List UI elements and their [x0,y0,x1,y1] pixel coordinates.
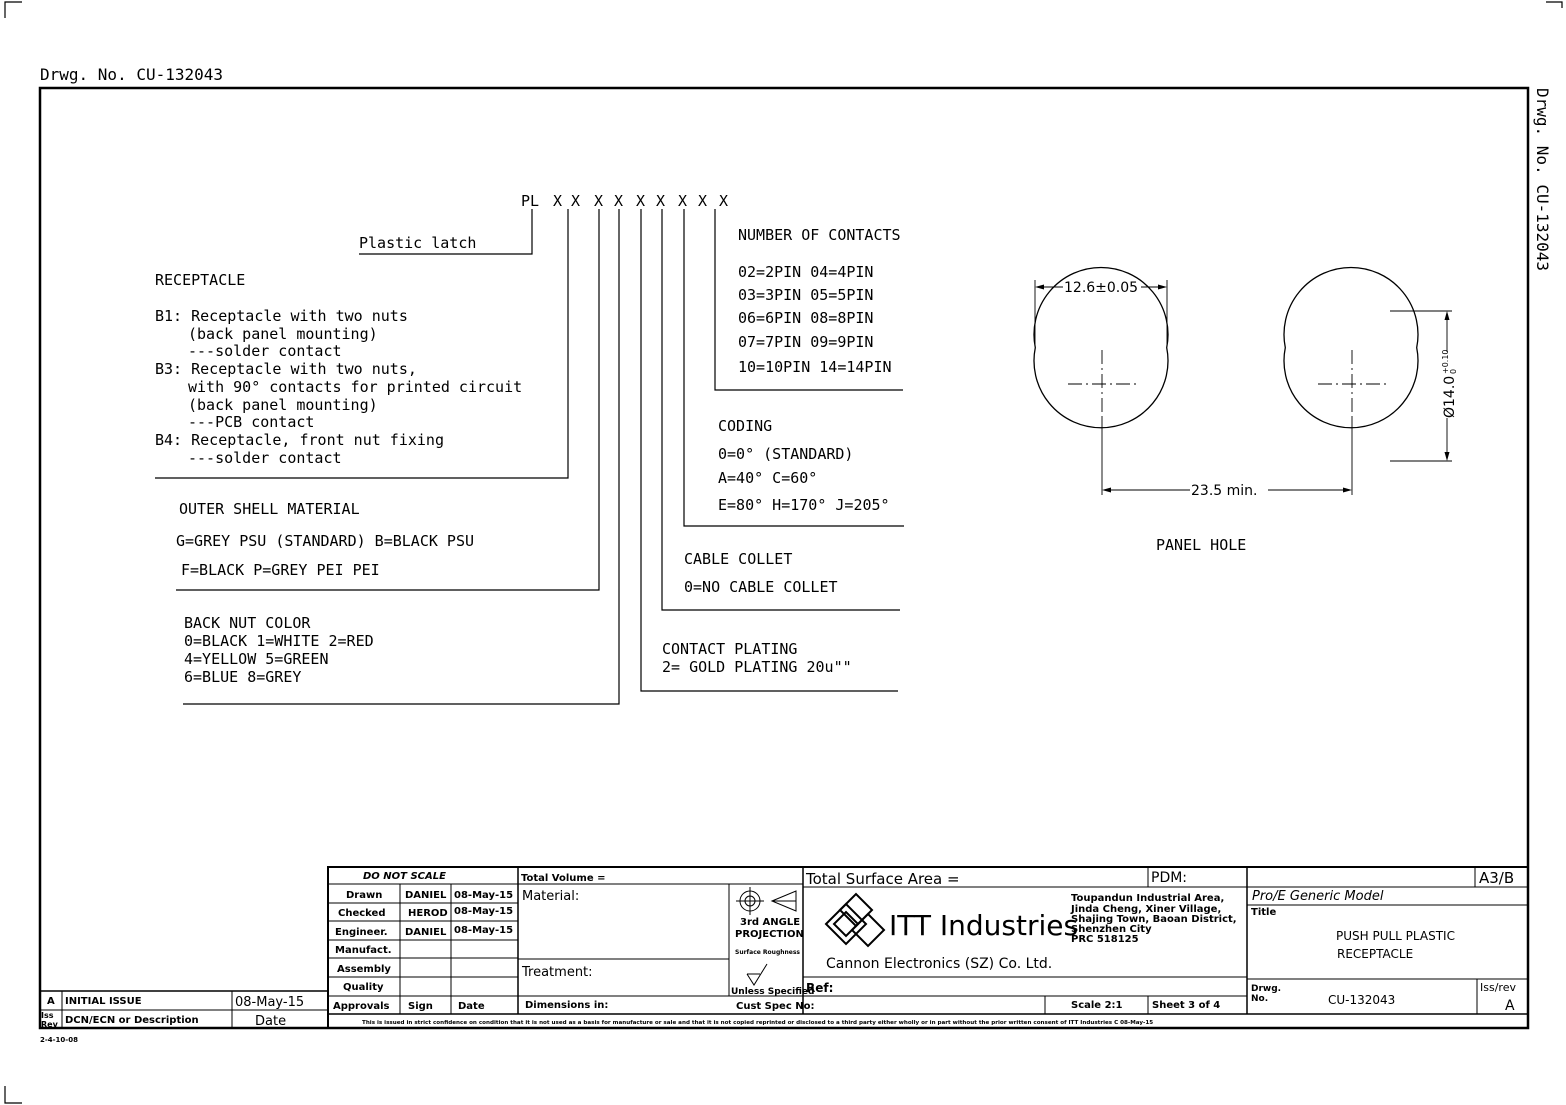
contacts-line: 07=7PIN 09=9PIN [738,333,874,351]
contact-plating-line: 2= GOLD PLATING 20u"" [662,658,852,676]
itt-logo-icon [826,894,884,946]
total-surface-area: Total Surface Area = [806,870,960,888]
revision-header-date: Date [255,1014,287,1029]
coding-line: A=40° C=60° [718,469,818,487]
approval-role: Quality [343,982,384,993]
back-nut-line: 4=YELLOW 5=GREEN [184,650,329,668]
cable-collet-line: 0=NO CABLE COLLET [684,578,838,596]
receptacle-line: (back panel mounting) [188,325,378,343]
approval-date: 08-May-15 [454,890,514,901]
part-code [521,192,728,210]
address-line: Jinda Cheng, Xiner Village, [1071,904,1222,915]
panel-hole-drawing [1034,267,1452,495]
approval-role: Manufact. [335,945,392,956]
sign-label: Sign [408,1001,433,1012]
drawing-number-side: Drwg. No. CU-132043 [1533,88,1552,272]
receptacle-heading: RECEPTACLE [155,271,246,289]
coding-line: E=80° H=170° J=205° [718,496,890,514]
title-label: Title [1251,907,1277,918]
panel-hole-right [1284,267,1418,427]
revision-header-iss: Iss [41,1011,54,1020]
approval-name: DANIEL [405,890,447,901]
drawing-number-top: Drwg. No. CU-132043 [40,65,224,84]
approval-role: Drawn [346,890,383,901]
back-nut-line: 6=BLUE 8=GREY [184,668,302,686]
cust-spec-label: Cust Spec No: [736,1001,815,1012]
dim-spacing-text: 23.5 min. [1191,483,1258,499]
part-code-x4: X [614,192,624,210]
iss-rev-label: Iss/rev [1480,981,1516,994]
approval-role: Engineer. [335,927,388,938]
projection-line-2: PROJECTION [735,929,804,940]
approval-role: Assembly [337,964,391,975]
total-volume: Total Volume = [521,873,606,884]
rev-value: A [1505,998,1515,1014]
revision-description: INITIAL ISSUE [65,996,142,1007]
receptacle-line: ---solder contact [188,342,342,360]
receptacle-line: ---solder contact [188,449,342,467]
contacts-line: 03=3PIN 05=5PIN [738,286,874,304]
address-line: Shenzhen City [1071,924,1152,935]
dim-height-text: Ø14.0 [1442,375,1458,418]
cable-collet-heading: CABLE COLLET [684,550,793,568]
cable-collet-notes [684,550,838,596]
drwg-label-2: No. [1251,994,1269,1004]
dim-height-tol-minus: 0 [1449,368,1458,374]
pdm-label: PDM: [1151,870,1188,886]
dimensions-label: Dimensions in: [525,1000,609,1011]
company-logo-text: ITT Industries [889,909,1079,942]
material-label: Material: [522,889,580,904]
plastic-latch-label: Plastic latch [359,234,477,252]
treatment-label: Treatment: [522,965,593,980]
approvals-label: Approvals [333,1001,390,1012]
revision-header-rev: Rev [41,1020,58,1029]
outer-shell-notes [176,500,474,579]
projection-line-1: 3rd ANGLE [740,917,801,928]
receptacle-line: ---PCB contact [188,413,315,431]
date-label: Date [458,1001,485,1012]
drwg-label-1: Drwg. [1251,984,1282,994]
revision-block [40,995,304,1044]
back-nut-heading: BACK NUT COLOR [184,614,311,632]
model-label: Pro/E Generic Model [1252,889,1384,904]
corner-mark-bl [5,1086,22,1103]
sheet-label: Sheet 3 of 4 [1152,1000,1221,1011]
part-code-x6: X [656,192,666,210]
title-line-1: PUSH PULL PLASTIC [1336,929,1455,943]
contacts-line: 06=6PIN 08=8PIN [738,309,874,327]
outer-shell-heading: OUTER SHELL MATERIAL [179,500,360,518]
receptacle-line: B1: Receptacle with two nuts [155,307,408,325]
dim-width-text: 12.6±0.05 [1064,280,1139,296]
revision-date: 08-May-15 [235,995,305,1010]
confidentiality-note: This is issued in strict confidence on condition that it is not used as a basis for manufacture or sale and that it is not copied reprinted or disclosed to a third party either wholly or in part without the prior written consent of ITT Industries C 08-May-15 [362,1020,1154,1026]
third-angle-projection-icon [736,887,796,915]
revision-header-desc: DCN/ECN or Description [65,1015,199,1026]
address-line: PRC 518125 [1071,934,1139,945]
approval-name: HEROD [408,908,448,919]
do-not-scale: DO NOT SCALE [363,871,446,882]
approval-role: Checked [338,908,386,919]
corner-mark-tl [5,2,22,18]
part-code-x9: X [719,192,729,210]
corner-mark-tr [1546,2,1562,8]
dim-height-tol-plus: +0.10 [1441,349,1450,374]
address-line: Shajing Town, Baoan District, [1071,914,1237,925]
approval-date: 08-May-15 [454,925,514,936]
contact-plating-notes [662,640,852,676]
approval-date: 08-May-15 [454,906,514,917]
contacts-line: 02=2PIN 04=4PIN [738,263,874,281]
drawing-number-block: CU-132043 [1328,993,1396,1007]
part-code-x1: X [553,192,563,210]
receptacle-line: with 90° contacts for printed circuit [188,378,523,396]
part-code-x5: X [636,192,646,210]
part-code-x2: X [571,192,581,210]
title-block [333,869,1516,1026]
coding-heading: CODING [718,417,773,435]
part-code-prefix: PL [521,192,540,210]
part-code-x7: X [678,192,688,210]
receptacle-line: B4: Receptacle, front nut fixing [155,431,444,449]
coding-notes [718,417,890,514]
contact-plating-heading: CONTACT PLATING [662,640,798,658]
outer-shell-line: G=GREY PSU (STANDARD) B=BLACK PSU [176,532,475,550]
approval-name: DANIEL [405,927,447,938]
form-code: 2-4-10-08 [40,1036,78,1044]
company-name: Cannon Electronics (SZ) Co. Ltd. [826,956,1053,972]
revision-iss: A [47,996,55,1007]
title-line-2: RECEPTACLE [1337,947,1414,961]
back-nut-line: 0=BLACK 1=WHITE 2=RED [184,632,374,650]
surface-roughness-label: Surface Roughness [735,949,800,956]
unless-specified: Unless Specified [731,987,815,997]
ref-label: Ref: [806,981,834,995]
receptacle-notes [155,271,522,467]
part-code-x3: X [594,192,604,210]
contacts-notes [738,226,901,376]
receptacle-line: (back panel mounting) [188,396,378,414]
coding-line: 0=0° (STANDARD) [718,445,854,463]
back-nut-notes [184,614,374,686]
sheet-size: A3/B [1479,869,1515,887]
scale-label: Scale 2:1 [1071,1000,1123,1011]
contacts-heading: NUMBER OF CONTACTS [738,226,901,244]
outer-shell-line: F=BLACK P=GREY PEI PEI [181,561,380,579]
receptacle-line: B3: Receptacle with two nuts, [155,360,417,378]
panel-hole-label: PANEL HOLE [1156,536,1247,554]
part-code-x8: X [698,192,708,210]
address-line: Toupandun Industrial Area, [1071,893,1225,904]
contacts-line: 10=10PIN 14=14PIN [738,358,892,376]
